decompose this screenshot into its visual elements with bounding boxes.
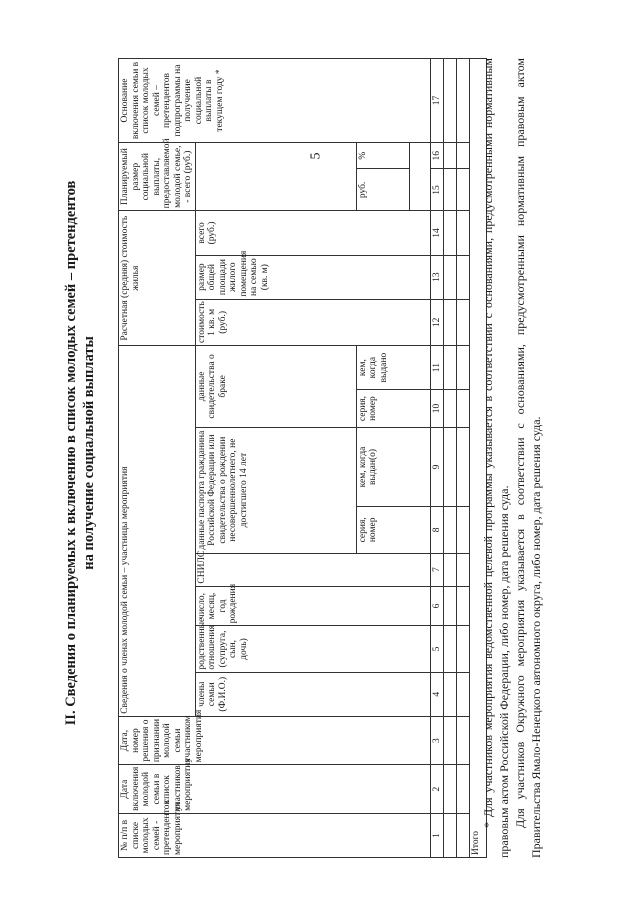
col-number: 6 <box>430 586 444 626</box>
table-row-empty <box>444 58 457 857</box>
title-line-1: II. Сведения о планируемых к включению в список молодых семей – претендентов <box>63 180 79 725</box>
col-number: 10 <box>430 389 444 427</box>
col-number: 16 <box>430 142 444 168</box>
col-header-planned-spacer <box>195 142 356 210</box>
col-header-3: Дата, номер решения о признании молодой семьи участником мероприятия <box>119 716 431 765</box>
title-line-2: на получение социальной выплаты <box>81 335 97 570</box>
col-header-total: всего (руб.) <box>195 210 430 254</box>
table-cell <box>457 255 470 299</box>
group-header-cost: Расчетная (средняя) стоимость жилья <box>119 210 196 345</box>
col-header-passport-issued: кем, когда выдан(о) <box>356 427 430 506</box>
col-number: 17 <box>430 58 444 142</box>
col-header-2: Дата включения молодой семьи в список участников мероприятия <box>119 764 431 813</box>
col-number: 9 <box>430 427 444 506</box>
table-cell <box>444 168 457 210</box>
header-row-1 <box>119 58 196 857</box>
rotated-document <box>60 18 580 888</box>
col-number: 1 <box>430 813 444 857</box>
col-header-planned-bottom <box>409 142 430 210</box>
col-number: 5 <box>430 625 444 671</box>
table-cell <box>457 345 470 389</box>
col-header-relation: родственные отношения (супруга, сын, дочь) <box>195 625 430 671</box>
table-cell <box>444 672 457 716</box>
table-cell <box>457 168 470 210</box>
col-header-1: № п/п в списке молодых семей - претендентов мероприятия <box>119 813 431 857</box>
footnote-1: * Для участников мероприятия ведомственной целевой программы указывается в соответствии с основаниями, предусмотренными нормативным правовым актом Российской Федерации, либо номер, дата решения суда. <box>481 57 511 858</box>
col-header-17: Основание включения семьи в список молодых семей – претендентов подпрограммы на получение социальной выплаты в текущем году * <box>119 58 431 142</box>
table-cell <box>444 586 457 626</box>
col-header-cost-sqm: стоимость 1 кв. м (руб.) <box>195 299 430 345</box>
col-number: 4 <box>430 672 444 716</box>
col-header-members: члены семьи (Ф.И.О.) <box>195 672 430 716</box>
col-number: 13 <box>430 255 444 299</box>
col-header-marriage: данные свидетельства о браке <box>195 345 356 427</box>
families-table <box>118 58 487 858</box>
table-row-empty <box>457 58 470 857</box>
col-header-snils: СНИЛС <box>195 553 430 586</box>
table-cell <box>444 813 457 857</box>
col-header-marriage-issued: кем, когда выдано <box>356 345 430 389</box>
table-cell <box>444 210 457 254</box>
table-cell <box>457 586 470 626</box>
group-header-members: Сведения о членах молодой семьи – участницы мероприятия <box>119 345 196 716</box>
table-cell <box>457 764 470 813</box>
footnote-2: Для участников Окружного мероприятия указывается в соответствии с основаниями, предусмотренными нормативным правовым актом Правительства Ямало-Ненецкого автономного округа, либо номер, дата решения суда. <box>513 57 543 858</box>
col-header-birth: число, месяц, год рождения <box>195 586 430 626</box>
col-number: 3 <box>430 716 444 765</box>
group-header-planned: Планируемый размер социальной выплаты, предоставляемой молодой семье, - всего (руб.) <box>119 142 196 210</box>
col-number: 15 <box>430 168 444 210</box>
col-number: 2 <box>430 764 444 813</box>
col-header-pct: % <box>356 142 409 168</box>
footnotes <box>480 58 544 858</box>
table-cell <box>457 506 470 552</box>
table-cell <box>444 389 457 427</box>
table-cell <box>444 506 457 552</box>
table-cell <box>457 553 470 586</box>
total-label: Итого <box>470 58 487 857</box>
table-cell <box>444 427 457 506</box>
table-cell <box>444 299 457 345</box>
table-cell <box>444 764 457 813</box>
table-cell <box>444 716 457 765</box>
table-cell <box>457 299 470 345</box>
table-cell <box>457 142 470 168</box>
table-cell <box>444 58 457 142</box>
col-header-marriage-series: серия, номер <box>356 389 430 427</box>
table-cell <box>457 716 470 765</box>
table-cell <box>444 345 457 389</box>
col-number: 12 <box>430 299 444 345</box>
table-cell <box>457 672 470 716</box>
table-cell <box>444 625 457 671</box>
col-number: 14 <box>430 210 444 254</box>
table-cell <box>457 427 470 506</box>
col-header-rub: руб. <box>356 168 409 210</box>
table-cell <box>457 813 470 857</box>
col-number: 7 <box>430 553 444 586</box>
col-header-area: размер общей площади жилого помещения на семью (кв. м) <box>195 255 430 299</box>
col-number: 11 <box>430 345 444 389</box>
col-number: 8 <box>430 506 444 552</box>
table-cell <box>457 389 470 427</box>
table-cell <box>457 210 470 254</box>
column-numbers-row <box>430 58 444 857</box>
table-cell <box>444 142 457 168</box>
page-number: 5 <box>308 152 324 160</box>
table-cell <box>444 553 457 586</box>
col-header-passport: данные паспорта гражданина Российской Федерации или свидетельства о рождении несовершеннолетнего, не достигшего 14 лет <box>195 427 356 553</box>
table-cell <box>457 58 470 142</box>
col-header-passport-series: серия, номер <box>356 506 430 552</box>
document-title <box>62 18 98 888</box>
table-cell <box>457 625 470 671</box>
table-cell <box>444 255 457 299</box>
